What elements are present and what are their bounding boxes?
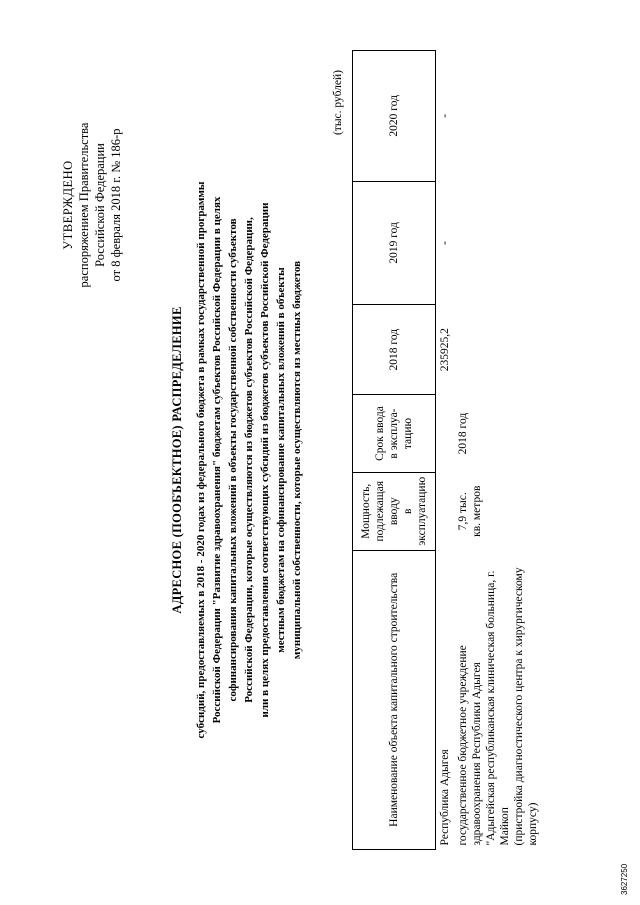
approved-line-3: от 8 февраля 2018 г. № 186-р [109,128,123,282]
title-line: местным бюджетам на софинансирование капитальных вложений в объекты [275,267,287,653]
object-name [454,550,542,849]
approved-heading: УТВЕРЖДЕНО [61,160,75,250]
title-line: субсидий, предоставляемых в 2018 - 2020 годах из федерального бюджета в рамках государственной программы [195,181,207,739]
region-capacity [436,472,455,550]
object-name-line: "Адыгейская республиканская клиническая больница, г. Майкоп [485,570,511,846]
header-capacity-line: в эксплуатацию [402,476,428,546]
header-term-line: Срок ввода [374,406,386,461]
header-capacity-line: подлежащая [374,480,386,542]
object-amount-2020 [454,51,542,182]
title-line: или в целях предоставления соответствующих субсидий из бюджетов субъектов Российской Федерации [259,202,271,718]
header-capacity-line: Мощность, [360,483,372,539]
header-year-2018: 2018 год [353,305,436,395]
object-capacity [454,472,542,550]
header-year-2019: 2019 год [353,181,436,304]
region-amount-2020: - [439,113,451,118]
header-commissioning-term [353,395,436,473]
title-line: Российской Федерации, которые осуществляются из бюджетов субъектов Российской Федерации, [243,217,255,703]
object-capacity-line: кв. метров [471,485,483,537]
object-name-line: (пристройка диагностического центра к хирургическому [513,567,525,846]
region-amount-2018: 235925,2 [439,328,451,372]
object-name-line: здравоохранения Республики Адыгея [471,662,483,846]
region-term [436,395,455,473]
header-object-name: Наименование объекта капитального строительства [353,550,436,849]
title-line: муниципальной собственности, которые осуществляются из местных бюджетов [291,260,303,660]
region-name-text: Республика Адыгея [439,749,451,846]
object-term: 2018 год [457,412,469,455]
object-amount-2019 [454,181,542,304]
object-capacity-line: 7,9 тыс. [457,492,469,531]
table-header-row [353,51,436,850]
document-number: 3627250 [620,863,629,895]
approval-stamp [60,55,124,355]
title-main: АДРЕСНОЕ (ПООБЪЕКТНОЕ) РАСПРЕДЕЛЕНИЕ [170,306,184,614]
table-row-object [454,51,542,850]
header-capacity [353,472,436,550]
approved-line-1: распоряжением Правительства [77,122,91,288]
title-line: софинансирования капитальных вложений в объекты государственной собственности субъектов [227,218,239,702]
header-year-2020: 2020 год [353,51,436,182]
header-term-line: тацию [402,417,414,450]
title-line: Российской Федерации "Развитие здравоохранения" бюджетам субъектов Российской Федерации в целях [211,196,223,724]
header-capacity-line: вводу [388,497,400,526]
document-title [170,110,305,810]
table-row-region [436,51,455,850]
header-term-line: в эксплуа- [388,408,400,459]
region-name [436,550,455,849]
object-amount-2018 [454,305,542,395]
units-label: (тыс. рублей) [332,70,344,136]
approved-line-2: Российской Федерации [93,143,107,267]
object-name-line: государственное бюджетное учреждение [457,645,469,846]
distribution-table [352,50,542,850]
region-amount-2019: - [439,240,451,245]
object-name-line: корпусу) [527,802,539,846]
title-description [193,110,305,810]
